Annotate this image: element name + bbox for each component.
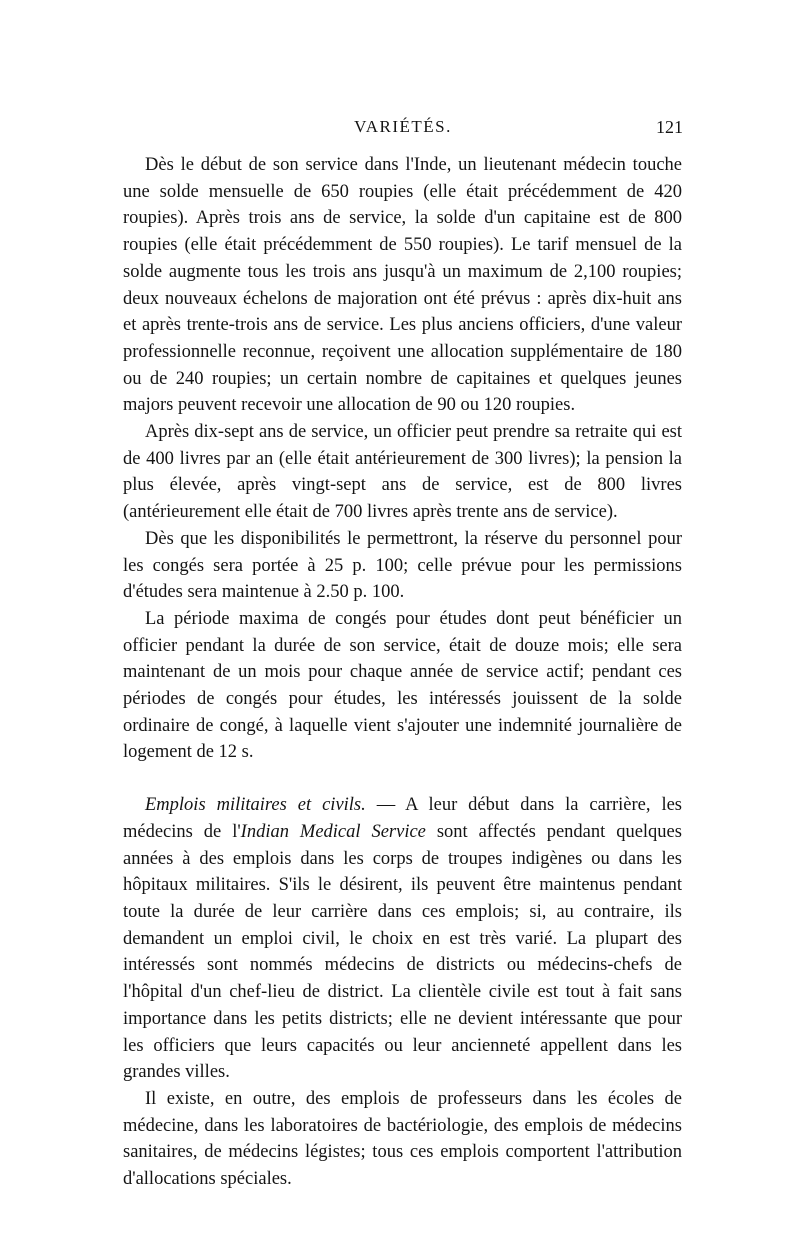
running-title: VARIÉTÉS. <box>354 117 452 136</box>
paragraph-other-posts: Il existe, en outre, des emplois de professeurs dans les écoles de médecine, dans les laboratoires de bactériologie, des emplois de médecins sanitaires, de médecins légistes; tous ces emplois comportent l'attribution d'allocations spéciales. <box>123 1088 682 1190</box>
section-lead: — A leur début dans la carrière, les médecins de l' <box>123 795 683 842</box>
paragraph-pay: Dès le début de son service dans l'Inde, un lieutenant médecin touche une solde mensuelle de 650 roupies (elle était précédemment de 420 roupies). Après trois ans de service, la solde d'un capitaine est de 800 roupies (elle était précédemment de 550 roupies). Le tarif mensuel de la solde augmente tous les trois ans jusqu'à un maximum de 2,100 roupies; deux nouveaux échelons de majoration ont été prévus : après dix-huit ans et après trente-trois ans de service. Les plus anciens officiers, d'une valeur professionnelle reconnue, reçoivent une allocation supplémentaire de 180 ou de 240 roupies; un certain nombre de capitaines et quelques jeunes majors peuvent recevoir une allocation de 90 ou 120 roupies. <box>123 155 682 416</box>
paragraph-employment <box>123 792 682 1086</box>
paragraph-study-leave: La période maxima de congés pour études dont peut bénéficier un officier pendant la durée de son service, était de douze mois; elle sera maintenant de un mois pour chaque année de service actif; pendant ces périodes de congés pour études, les intéressés jouissent de la solde ordinaire de congé, à laquelle vient s'ajouter une indemnité journalière de logement de 12 s. <box>123 608 682 763</box>
page-header <box>123 117 683 141</box>
paragraph-leave-reserve: Dès que les disponibilités le permettront, la réserve du personnel pour les congés sera portée à 25 p. 100; celle prévue pour les permissions d'études sera maintenue à 2.50 p. 100. <box>123 528 682 603</box>
section-heading: Emplois militaires et civils. <box>145 795 366 816</box>
section-rest: sont affectés pendant quelques années à des emplois dans les corps de troupes indigènes ou dans les hôpitaux militaires. S'ils le désirent, ils peuvent être maintenus pendant toute la durée de leur carrière dans ces emplois; si, au contraire, ils demandent un emploi civil, le choix en est très varié. La plupart des intéressés sont nommés médecins de districts ou médecins-chefs de l'hôpital d'un chef-lieu de district. La clientèle civile est tout à fait sans importance dans les petits districts; elle ne devient intéressante que pour les officiers que leurs capacités ou leur ancienneté appellent dans les grandes villes. <box>123 821 682 1083</box>
paragraph-retirement: Après dix-sept ans de service, un officier peut prendre sa retraite qui est de 400 livres par an (elle était antérieurement de 300 livres); la pension la plus élevée, après vingt-sept ans de service, est de 800 livres (antérieurement elle était de 700 livres après trente ans de service). <box>123 422 682 523</box>
page-number: 121 <box>656 117 683 137</box>
service-name: Indian Medical Service <box>240 821 426 842</box>
body-text <box>123 152 682 1193</box>
